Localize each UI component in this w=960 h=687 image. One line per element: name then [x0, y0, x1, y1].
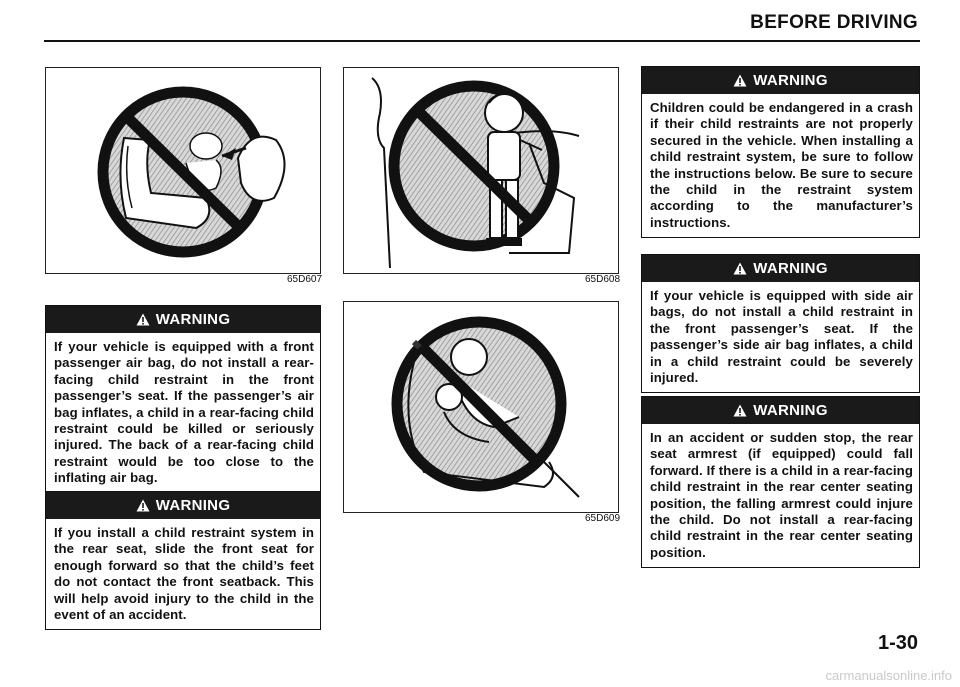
figure-standing-child	[343, 67, 619, 274]
warning-triangle-icon	[733, 69, 747, 96]
prohibited-shared-seatbelt-illustration	[344, 302, 618, 512]
warning-triangle-icon	[733, 399, 747, 426]
warning-header	[642, 67, 919, 94]
warning-header	[642, 397, 919, 424]
figure-code: 65D608	[585, 274, 621, 285]
warning-box-rear-armrest	[641, 396, 920, 568]
warning-box-rear-seat-install	[45, 491, 321, 630]
warning-text: If your vehicle is equipped with a front passenger air bag, do not install a rear-facing child restraint in the front passenger’s seat. If the passenger’s air bag inflates, a child in a rear-facing child restraint could be killed or seriously injured. The back of a rear-facing child restraint would be too close to the inflating air bag.	[54, 339, 314, 486]
warning-triangle-icon	[136, 308, 150, 335]
warning-title: WARNING	[753, 402, 828, 419]
warning-title: WARNING	[155, 497, 231, 514]
watermark: carmanualsonline.info	[825, 668, 952, 683]
page-header-title: BEFORE DRIVING	[750, 12, 918, 33]
warning-box-secure-restraint	[641, 66, 920, 238]
warning-box-front-airbag	[45, 305, 321, 494]
warning-header	[642, 255, 919, 282]
warning-title: WARNING	[753, 260, 828, 277]
figure-code: 65D609	[585, 513, 621, 524]
warning-title: WARNING	[155, 311, 231, 328]
figure-airbag-rear-facing-seat	[45, 67, 321, 274]
warning-text: In an accident or sudden stop, the rear seat armrest (if equipped) could fall forward. If there is a child in a rear-facing child restraint in the rear center seating position, the falling armrest could injure the child. Do not install a rear-facing child restraint in the rear center seating position.	[650, 430, 913, 560]
warning-title: WARNING	[753, 72, 828, 89]
warning-triangle-icon	[136, 494, 150, 521]
prohibited-standing-child-illustration	[344, 68, 618, 273]
warning-triangle-icon	[733, 257, 747, 284]
warning-text: If your vehicle is equipped with side air bags, do not install a child restraint in the front passenger’s seat. If the passenger’s side air bag inflates, a child in a child restraint could be severely injured.	[650, 288, 913, 386]
header-rule	[44, 40, 920, 42]
figure-code: 65D607	[287, 274, 323, 285]
warning-text: If you install a child restraint system in the rear seat, slide the front seat for enough forward so that the child’s feet do not contact the front seatback. This will help avoid injury to the child in the event of an accident.	[54, 525, 314, 623]
warning-box-side-airbag	[641, 254, 920, 393]
page-number: 1-30	[877, 632, 918, 654]
figure-shared-seatbelt	[343, 301, 619, 513]
prohibited-rear-facing-seat-illustration	[46, 68, 320, 273]
warning-header	[46, 492, 320, 519]
warning-text: Children could be endangered in a crash if their child restraints are not properly secured in the vehicle. When installing a child restraint system, be sure to follow the instructions below. Be sure to secure the child in the restraint system according to the manufacturer’s instructions.	[650, 100, 913, 230]
warning-header	[46, 306, 320, 333]
